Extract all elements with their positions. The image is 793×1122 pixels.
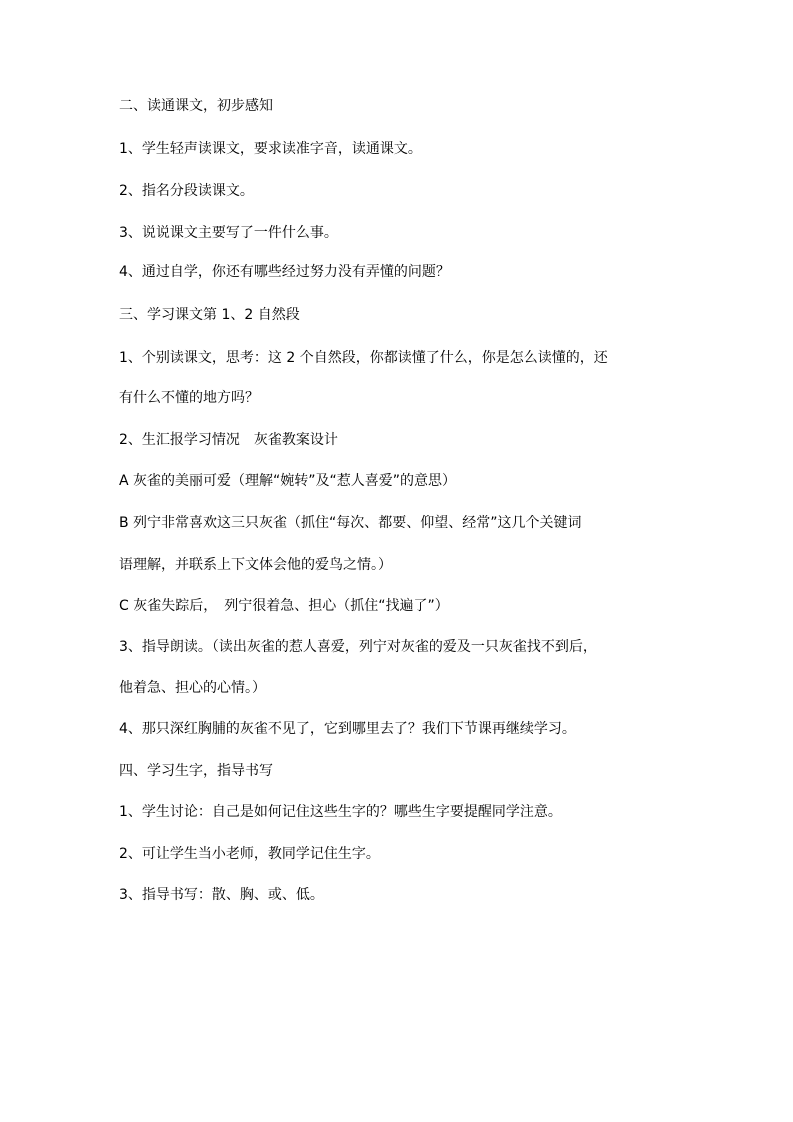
point-b-line-1: B 列宁非常喜欢这三只灰雀（抓住“每次、都要、仰望、经常”这几个关键词 xyxy=(119,515,582,531)
step-3-4: 4、那只深红胸脯的灰雀不见了，它到哪里去了？我们下节课再继续学习。 xyxy=(119,721,576,737)
section-heading-4: 四、学习生字，指导书写 xyxy=(119,763,273,779)
point-a: A 灰雀的美丽可爱（理解“婉转”及“惹人喜爱”的意思） xyxy=(119,473,457,489)
step-4-3: 3、指导书写：散、胸、或、低。 xyxy=(119,887,324,903)
step-4-1: 1、学生讨论：自己是如何记住这些生字的？哪些生字要提醒同学注意。 xyxy=(119,804,562,820)
step-3-3-line-2: 他着急、担心的心情。） xyxy=(119,680,266,696)
step-2-2: 2、指名分段读课文。 xyxy=(119,183,254,199)
point-b-line-2: 语理解，并联系上下文体会他的爱鸟之情。） xyxy=(119,557,392,573)
step-2-4: 4、通过自学，你还有哪些经过努力没有弄懂的问题？ xyxy=(119,264,450,280)
section-heading-3: 三、学习课文第 1、2 自然段 xyxy=(119,307,300,323)
point-c: C 灰雀失踪后， 列宁很着急、担心（抓住“找遍了”） xyxy=(119,598,449,614)
step-3-1-line-1: 1、个别读课文，思考：这 2 个自然段，你都读懂了什么，你是怎么读懂的，还 xyxy=(119,350,608,366)
section-heading-2: 二、读通课文，初步感知 xyxy=(119,98,273,114)
step-2-1: 1、学生轻声读课文，要求读准字音，读通课文。 xyxy=(119,141,422,157)
step-3-1-line-2: 有什么不懂的地方吗？ xyxy=(119,390,259,406)
step-4-2: 2、可让学生当小老师，教同学记住生字。 xyxy=(119,846,380,862)
step-2-3: 3、说说课文主要写了一件什么事。 xyxy=(119,225,338,241)
step-3-2: 2、生汇报学习情况 灰雀教案设计 xyxy=(119,432,338,448)
step-3-3-line-1: 3、指导朗读。（读出灰雀的惹人喜爱，列宁对灰雀的爱及一只灰雀找不到后， xyxy=(119,639,597,655)
